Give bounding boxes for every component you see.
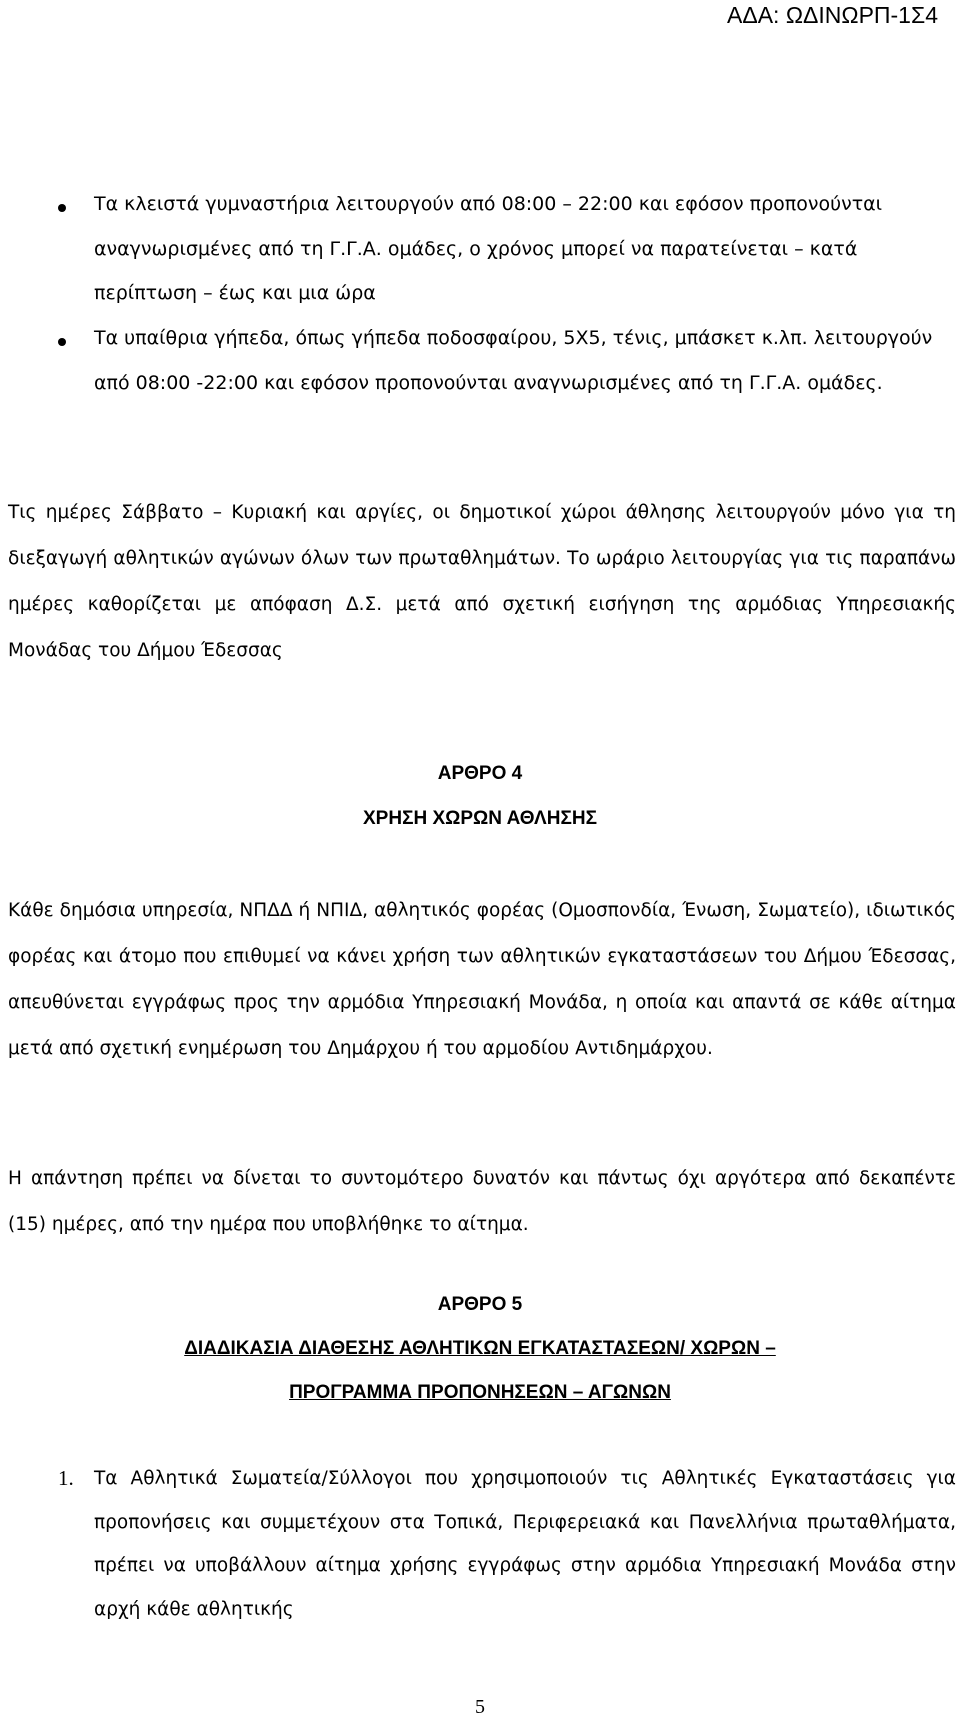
article-5-number: ΑΡΘΡΟ 5 bbox=[437, 1294, 523, 1315]
ada-code: ΑΔΑ: ΩΔΙΝΩΡΠ-1Σ4 bbox=[727, 2, 938, 28]
article-5-title-line-1: ΔΙΑΔΙΚΑΣΙΑ ΔΙΑΘΕΣΗΣ ΑΘΛΗΤΙΚΩΝ ΕΓΚΑΤΑΣΤΑΣΕΩΝ/ ΧΩΡΩΝ – bbox=[184, 1338, 776, 1359]
article-5-item-1: Τα Αθλητικά Σωματεία/Σύλλογοι που χρησιμοποιούν τις Αθλητικές Εγκαταστάσεις για προπονήσεις και συμμετέχουν στα Τοπικά, Περιφερειακά και Πανελλήνια πρωταθλήματα, πρέπει να υποβάλλουν αίτημα χρήσης εγγράφως στην αρμόδια Υπηρεσιακή Μονάδα στην αρχή κάθε αθλητικής bbox=[94, 1468, 956, 1620]
article-5-title-line-2: ΠΡΟΓΡΑΜΜΑ ΠΡΟΠΟΝΗΣΕΩΝ – ΑΓΩΝΩΝ bbox=[289, 1382, 671, 1403]
bullet-icon bbox=[58, 338, 66, 346]
article-4-number: ΑΡΘΡΟ 4 bbox=[437, 763, 523, 784]
bullet-icon bbox=[58, 204, 66, 212]
paragraph-weekend-hours: Τις ημέρες Σάββατο – Κυριακή και αργίες, οι δημοτικοί χώροι άθλησης λειτουργούν μόνο για τη διεξαγωγή αθλητικών αγώνων όλων των πρωταθλημάτων. Το ωράριο λειτουργίας για τις παραπάνω ημέρες καθορίζεται με απόφαση Δ.Σ. μετά από σχετική εισήγηση της αρμόδιας Υπηρεσιακής Μονάδας του Δήμου Έδεσσας bbox=[8, 502, 956, 661]
page-number: 5 bbox=[475, 1696, 485, 1718]
list-item-number: 1. bbox=[58, 1466, 74, 1490]
article-4-title: ΧΡΗΣΗ ΧΩΡΩΝ ΑΘΛΗΣΗΣ bbox=[363, 808, 597, 829]
article-4-paragraph-1: Κάθε δημόσια υπηρεσία, ΝΠΔΔ ή ΝΠΙΔ, αθλητικός φορέας (Ομοσπονδία, Ένωση, Σωματείο), ιδιωτικός φορέας και άτομο που επιθυμεί να κάνει χρήση των αθλητικών εγκαταστάσεων του Δήμου Έδεσσας, απευθύνεται εγγράφως προς την αρμόδια Υπηρεσιακή Μονάδα, η οποία και απαντά σε κάθε αίτημα μετά από σχετική ενημέρωση του Δημάρχου ή του αρμοδίου Αντιδημάρχου. bbox=[8, 900, 956, 1059]
bullet-item: Τα κλειστά γυμναστήρια λειτουργούν από 08:00 – 22:00 και εφόσον προπονούνται αναγνωρισμένες από τη Γ.Γ.Α. ομάδες, ο χρόνος μπορεί να παρατείνεται – κατά περίπτωση – έως και μια ώρα bbox=[94, 193, 883, 304]
bullet-item: Τα υπαίθρια γήπεδα, όπως γήπεδα ποδοσφαίρου, 5Χ5, τένις, μπάσκετ κ.λπ. λειτουργούν από 08:00 -22:00 και εφόσον προπονούνται αναγνωρισμένες από τη Γ.Γ.Α. ομάδες. bbox=[94, 327, 933, 394]
article-4-paragraph-2: Η απάντηση πρέπει να δίνεται το συντομότερο δυνατόν και πάντως όχι αργότερα από δεκαπέντε (15) ημέρες, από την ημέρα που υποβλήθηκε το αίτημα. bbox=[8, 1168, 956, 1235]
